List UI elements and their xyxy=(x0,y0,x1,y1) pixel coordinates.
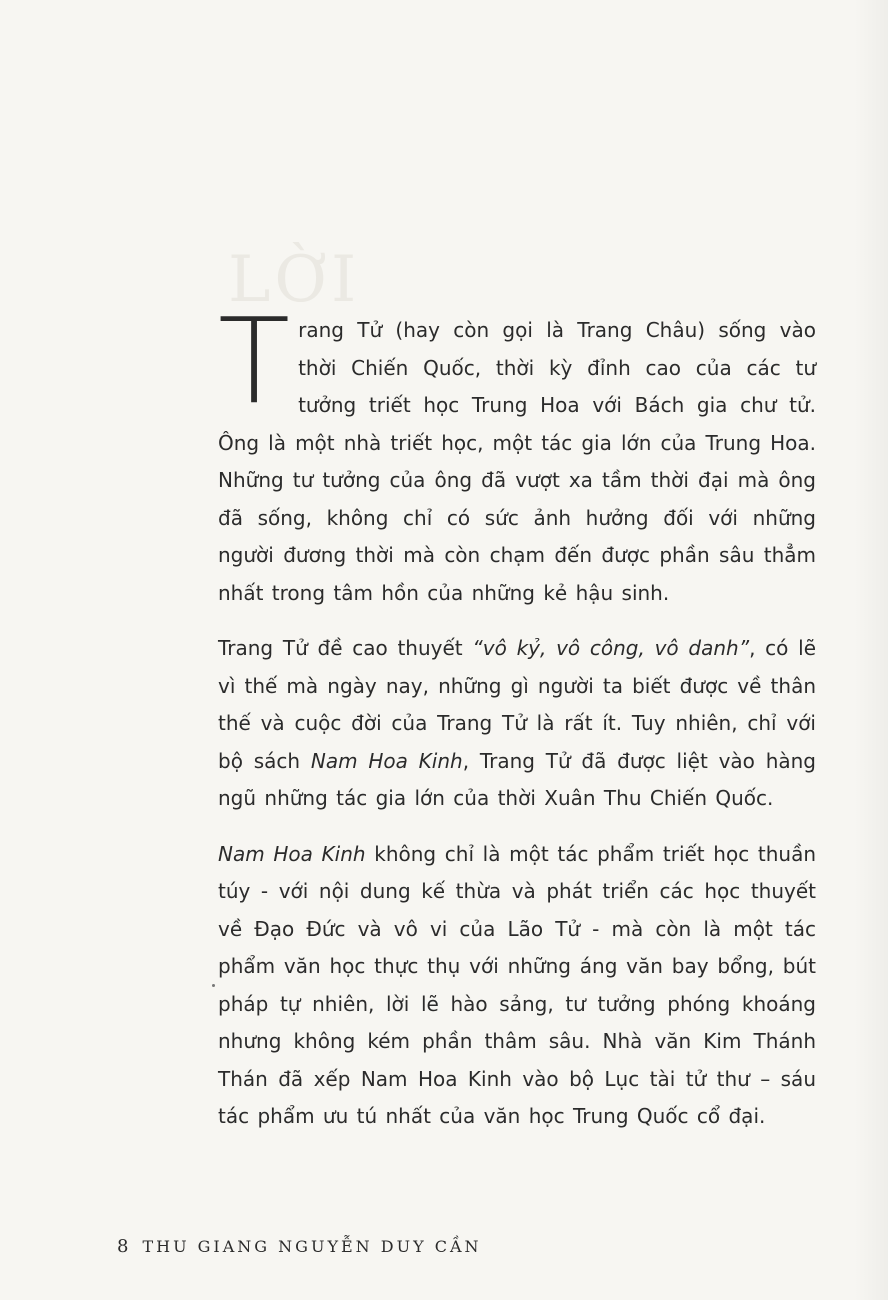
drop-cap: T xyxy=(218,292,291,430)
paragraph-3 xyxy=(218,836,816,1136)
paper-speck xyxy=(212,984,215,987)
paragraph-3-text: không chỉ là một tác phẩm triết học thuần túy - với nội dung kế thừa và phát triển các học thuyết về Đạo Đức và vô vi của Lão Tử - mà còn là một tác phẩm văn học thực thụ với những áng văn bay bổng, bút pháp tự nhiên, lời lẽ hào sảng, tư tưởng phóng khoáng nhưng không kém phần thâm sâu. Nhà văn Kim Thánh Thán đã xếp Nam Hoa Kinh vào bộ Lục tài tử thư – sáu tác phẩm ưu tú nhất của văn học Trung Quốc cổ đại. xyxy=(218,841,817,1128)
paragraph-2-text-a: Trang Tử đề cao thuyết xyxy=(218,636,473,660)
paragraph-2-text-b: , có lẽ vì thế mà ngày nay, những gì người ta biết được về thân thế và cuộc đời của Trang Tử là rất ít. Tuy nhiên, chỉ với bộ sách xyxy=(218,636,817,773)
book-title-italic: Nam Hoa Kinh xyxy=(310,748,463,773)
paragraph-1 xyxy=(218,292,816,612)
paragraph-2-text-c: , Trang Tử đã được liệt vào hàng ngũ những tác gia lớn của thời Xuân Thu Chiến Quốc. xyxy=(218,748,817,810)
running-head: THU GIANG NGUYỄN DUY CẦN xyxy=(142,1237,482,1256)
page-footer xyxy=(117,1236,482,1257)
quote-italic: “vô kỷ, vô công, vô danh” xyxy=(472,636,750,660)
chapter-heading-watermark: LỜI xyxy=(228,243,361,317)
page-number: 8 xyxy=(117,1236,129,1257)
paragraph-1-text: rang Tử (hay còn gọi là Trang Châu) sống vào thời Chiến Quốc, thời kỳ đỉnh cao của các tư tưởng triết học Trung Hoa với Bách gia chư tử. Ông là một nhà triết học, một tác gia lớn của Trung Hoa. Những tư tưởng của ông đã vượt xa tầm thời đại mà ông đã sống, không chỉ có sức ảnh hưởng đối với những người đương thời mà còn chạm đến được phần sâu thẳm nhất trong tâm hồn của những kẻ hậu sinh. xyxy=(218,318,816,605)
page-edge-shadow xyxy=(854,0,888,1300)
body-text xyxy=(218,292,817,1154)
paragraph-2 xyxy=(218,630,816,818)
book-title-italic-2: Nam Hoa Kinh xyxy=(218,841,366,866)
